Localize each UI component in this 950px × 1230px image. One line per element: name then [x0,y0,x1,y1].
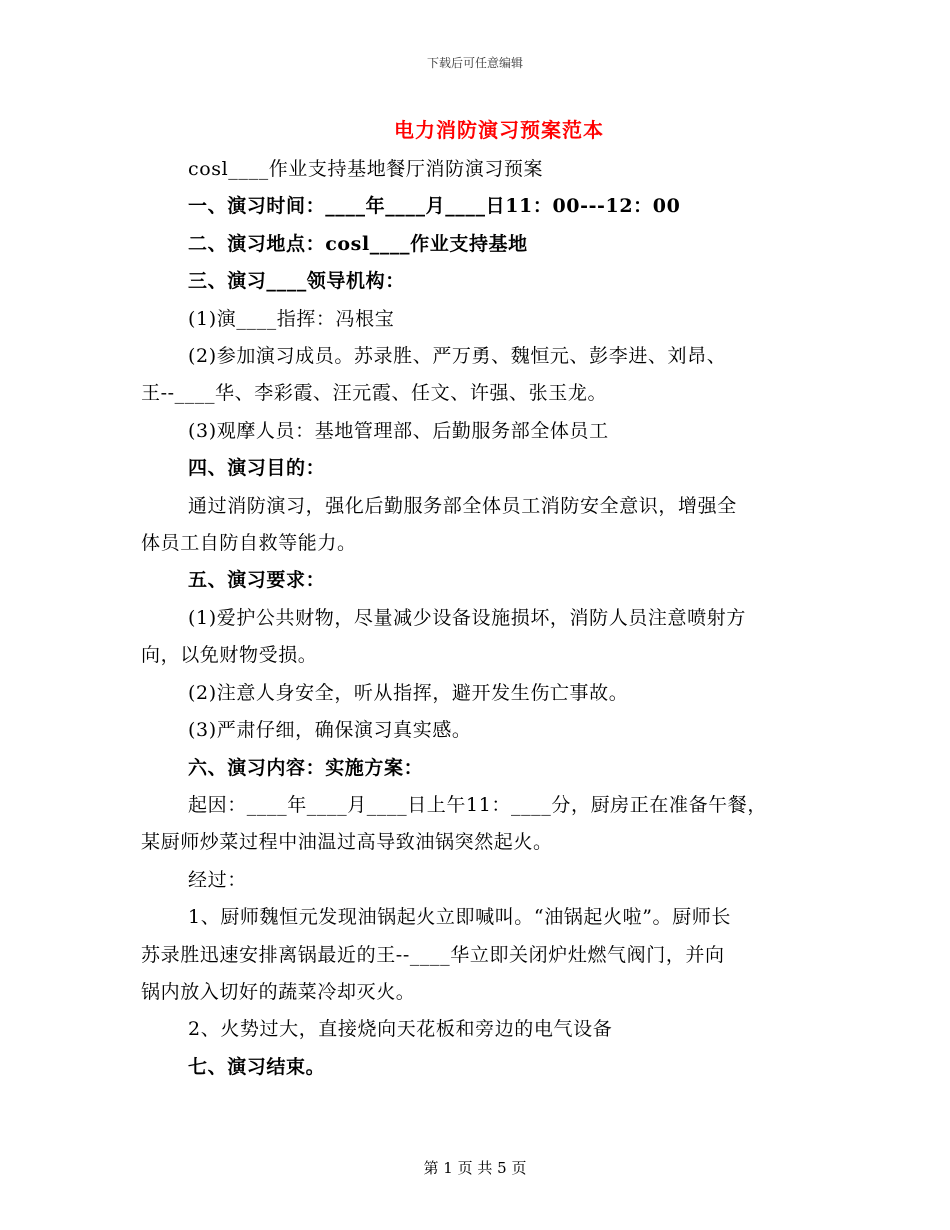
section-heading-location: 二、演习地点：cosl____作业支持基地 [188,232,528,255]
paragraph-line: 体员工自防自救等能力。 [141,532,357,555]
paragraph-line: 2、火势过大，直接烧向天花板和旁边的电气设备 [188,1018,613,1041]
paragraph-line: 起因：____年____月____日上午11：____分，厨房正在准备午餐， [188,793,767,816]
paragraph-line: (1)爱护公共财物，尽量减少设备设施损坏，消防人员注意喷射方 [188,606,746,629]
document-body [141,151,811,1086]
section-heading-content: 六、演习内容：实施方案： [188,756,424,779]
paragraph-line: 苏录胜迅速安排离锅最近的王--____华立即关闭炉灶燃气阀门，并向 [141,943,725,966]
paragraph-line: 王--____华、李彩霞、汪元霞、任文、许强、张玉龙。 [141,382,608,405]
section-heading-leadership: 三、演习____领导机构： [188,270,405,293]
paragraph-line: 向，以免财物受损。 [141,644,318,667]
paragraph-line: (3)观摩人员：基地管理部、后勤服务部全体员工 [188,419,609,442]
paragraph-line: 锅内放入切好的蔬菜冷却灭火。 [141,980,416,1003]
intro-line: cosl____作业支持基地餐厅消防演习预案 [188,158,544,180]
paragraph-line: 某厨师炒菜过程中油温过高导致油锅突然起火。 [141,831,553,854]
section-heading-time: 一、演习时间：____年____月____日11：00---12：00 [188,195,681,218]
paragraph-line: (2)参加演习成员。苏录胜、严万勇、魏恒元、彭李进、刘昂、 [188,345,727,368]
paragraph-line: 通过消防演习，强化后勤服务部全体员工消防安全意识，增强全 [188,494,737,517]
paragraph-line: (2)注意人身安全，听从指挥，避开发生伤亡事故。 [188,681,629,704]
section-heading-purpose: 四、演习目的： [188,457,326,480]
paragraph-line: 1、厨师魏恒元发现油锅起火立即喊叫。“油锅起火啦”。厨师长 [188,906,731,929]
paragraph-line: 经过： [188,868,247,891]
header-note: 下载后可任意编辑 [426,56,523,70]
section-heading-requirements: 五、演习要求： [188,569,326,592]
paragraph-line: (3)严肃仔细，确保演习真实感。 [188,719,472,742]
document-title: 电力消防演习预案范本 [394,118,604,142]
section-heading-end: 七、演习结束。 [188,1055,326,1078]
page-indicator: 第 1 页 共 5 页 [423,1159,527,1177]
paragraph-line: (1)演____指挥：冯根宝 [188,307,395,330]
